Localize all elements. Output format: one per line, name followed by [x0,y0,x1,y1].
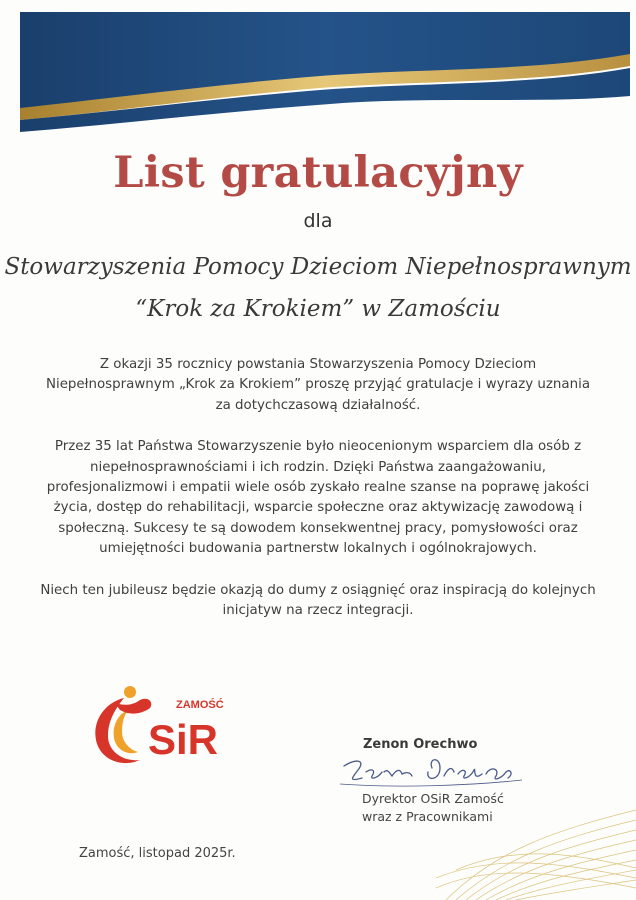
paragraph-2: Przez 35 lat Państwa Stowarzyszenie było nieocenionym wsparciem dla osób z niepełnosprawnościami i ich rodzin. Dzięki Państwa zaangażowaniu, profesjonalizmowi i empatii wiele osób zyskało realne szanse na poprawę jakości życia, dostęp do rehabilitacji, wsparcie społeczne oraz aktywizację zawodową i społeczną. Sukcesy te są dowodem konsekwentnej pracy, pomysłowości oraz umiejętności budowania partnerstw lokalnych i ogólnokrajowych. [46,439,590,557]
paragraph-1: Z okazji 35 rocznicy powstania Stowarzyszenia Pomocy Dzieciom Niepełnosprawnym „Krok za Krokiem” proszę przyjąć gratulacje i wyrazy uznania za dotychczasową działalność. [45,357,591,413]
letter-body [40,355,596,642]
logo-city-text: ZAMOŚĆ [176,699,224,711]
paragraph-3: Niech ten jubileusz będzie okazją do dumy z osiągnięć oraz inspiracją do kolejnych inicjatyw na rzecz integracji. [40,582,596,619]
signer-role-line1: Dyrektor OSiR Zamość [362,791,504,806]
recipient-name-line1: Stowarzyszenia Pomocy Dzieciom Niepełnosprawnym [4,254,632,280]
recipient-name-line2: “Krok za Krokiem” w Zamościu [135,296,501,322]
logo-brand-text: SiR [148,716,219,763]
decorative-banner [0,0,636,140]
place-and-date: Zamość, listopad 2025r. [79,846,236,861]
signer-role-line2: wraz z Pracownikami [362,809,493,824]
osir-logo [84,680,254,770]
signer-name: Zenon Orechwo [363,737,478,752]
preposition: dla [303,210,333,232]
decorative-gold-swirl [436,770,636,900]
document-title: List gratulacyjny [113,148,523,198]
